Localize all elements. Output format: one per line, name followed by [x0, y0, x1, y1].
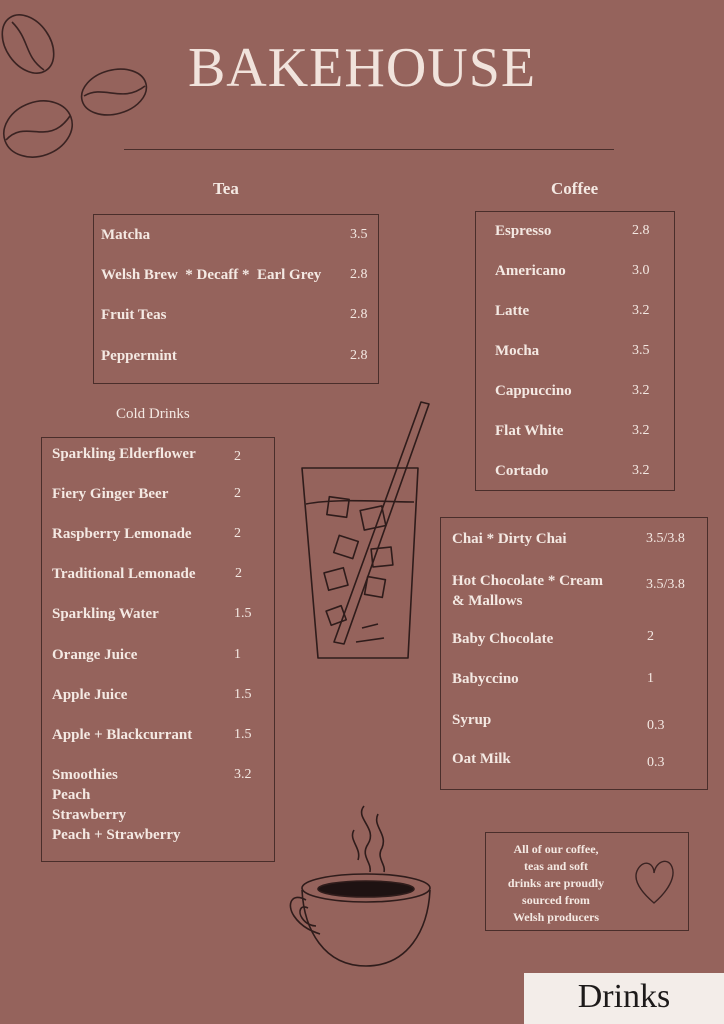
item-name: Cappuccino — [495, 383, 572, 399]
item-name: Latte — [495, 303, 530, 319]
item-price: 3.2 — [234, 767, 252, 782]
item-price: 3.5 — [350, 227, 368, 242]
item-price: 2 — [234, 449, 241, 464]
item-price: 1 — [647, 671, 654, 686]
item-price: 1 — [234, 647, 241, 662]
smoothie-flavour: Strawberry — [52, 807, 127, 823]
item-name: Traditional Lemonade — [52, 566, 196, 582]
item-price: 3.5/3.8 — [646, 531, 685, 546]
page-title: BAKEHOUSE — [187, 37, 537, 99]
title-divider — [124, 149, 614, 150]
item-name: Hot Chocolate * Cream & Mallows — [452, 573, 603, 609]
item-name: Orange Juice — [52, 647, 138, 663]
item-price: 3.2 — [632, 303, 650, 318]
item-name: Oat Milk — [452, 751, 511, 767]
item-price: 3.2 — [632, 383, 650, 398]
item-price: 2.8 — [350, 348, 368, 363]
item-price: 3.2 — [632, 423, 650, 438]
item-price: 3.0 — [632, 263, 650, 278]
item-name: Babyccino — [452, 671, 519, 687]
tea-menu-box — [93, 214, 379, 384]
item-name: Matcha — [101, 227, 151, 243]
item-price: 0.3 — [647, 755, 665, 770]
item-price: 2 — [234, 486, 241, 501]
item-name: Sparkling Elderflower — [52, 446, 196, 462]
item-price: 2.8 — [632, 223, 650, 238]
item-name: Fiery Ginger Beer — [52, 486, 169, 502]
item-price: 2 — [234, 526, 241, 541]
coffee-heading: Coffee — [551, 179, 599, 198]
item-name: Syrup — [452, 712, 492, 728]
item-name: Apple Juice — [52, 687, 128, 703]
item-name: Flat White — [495, 423, 564, 439]
item-name: Chai * Dirty Chai — [452, 531, 567, 547]
tea-heading: Tea — [213, 179, 239, 198]
item-name: Sparkling Water — [52, 606, 159, 622]
item-price: 3.5 — [632, 343, 650, 358]
smoothie-flavour: Peach + Strawberry — [52, 827, 181, 843]
item-price: 2.8 — [350, 307, 368, 322]
item-price: 1.5 — [234, 727, 252, 742]
item-price: 2.8 — [350, 267, 368, 282]
item-price: 1.5 — [234, 606, 252, 621]
item-name: Americano — [495, 263, 566, 279]
sourcing-note-text: All of our coffee, teas and soft drinks are proudly sourced from Welsh producers — [507, 842, 605, 924]
item-name: Smoothies — [52, 767, 118, 783]
item-name: Welsh Brew * Decaff * Earl Grey — [101, 267, 322, 283]
item-name: Mocha — [495, 343, 540, 359]
item-name: Baby Chocolate — [452, 631, 554, 647]
item-price: 3.2 — [632, 463, 650, 478]
item-name: Fruit Teas — [101, 307, 167, 323]
item-price: 3.5/3.8 — [646, 577, 685, 592]
item-name: Raspberry Lemonade — [52, 526, 192, 542]
iced-drink-icon — [296, 398, 436, 668]
coffee-menu-box — [475, 211, 675, 491]
item-name: Peppermint — [101, 348, 177, 364]
cold-drinks-menu-box — [41, 437, 275, 862]
coffee-cup-icon — [288, 800, 438, 970]
heart-icon — [630, 851, 680, 911]
cold-drinks-heading: Cold Drinks — [116, 406, 190, 422]
item-name: Cortado — [495, 463, 549, 479]
item-name: Apple + Blackcurrant — [52, 727, 193, 743]
item-price: 2 — [235, 566, 242, 581]
drinks-tag: Drinks — [524, 973, 724, 1024]
item-price: 2 — [647, 629, 654, 644]
smoothie-flavour: Peach — [52, 787, 91, 803]
item-name: Espresso — [495, 223, 552, 239]
item-price: 1.5 — [234, 687, 252, 702]
item-price: 0.3 — [647, 718, 665, 733]
sourcing-note — [485, 832, 689, 931]
specials-menu-box — [440, 517, 708, 790]
